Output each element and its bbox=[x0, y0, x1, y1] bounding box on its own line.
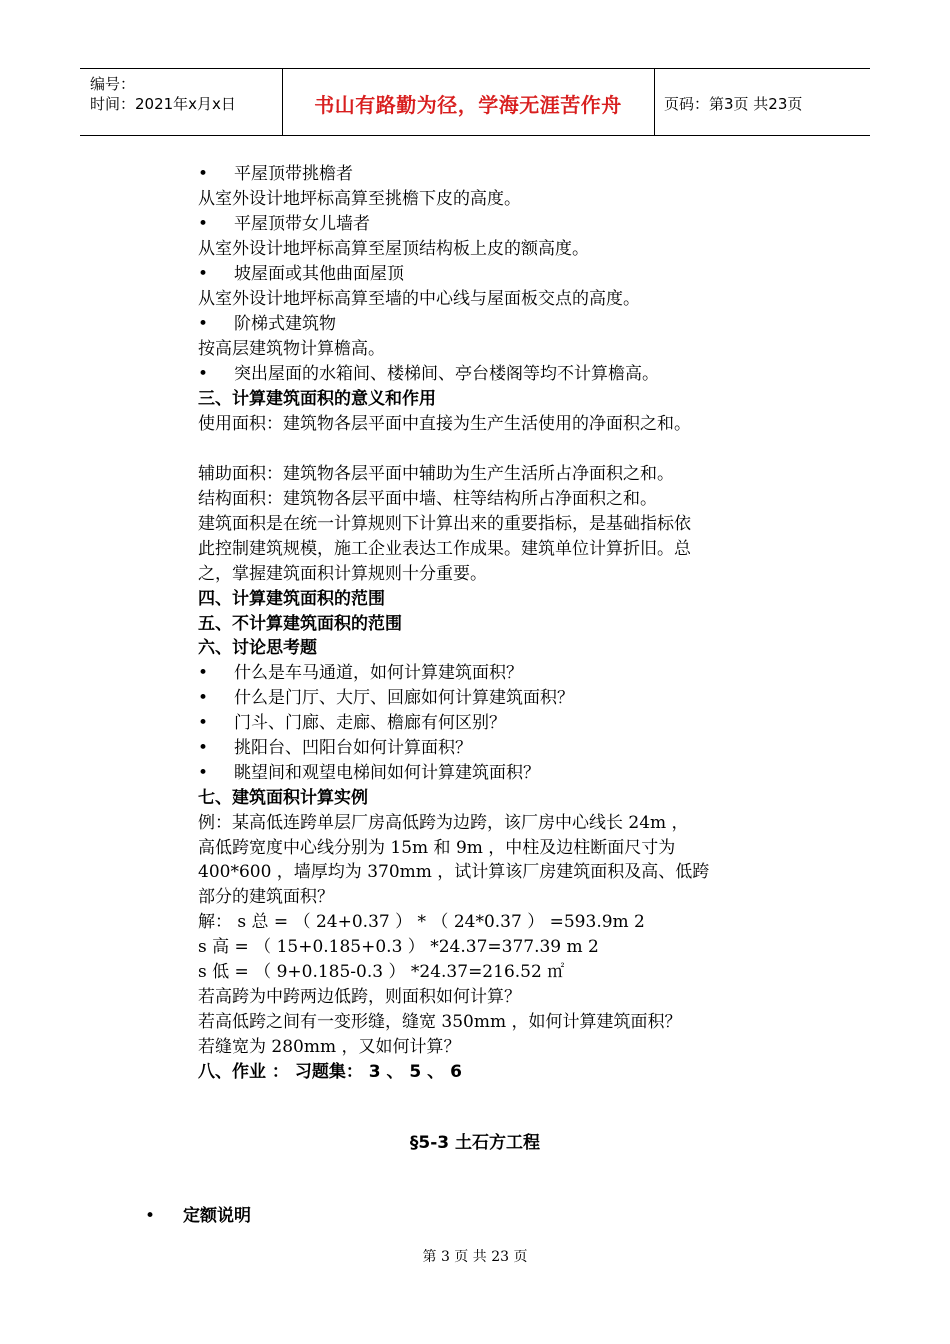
text-line: s 低 = （ 9+0.185-0.3 ） *24.37=216.52 ㎡ bbox=[198, 962, 565, 982]
text-line: 解： s 总 = （ 24+0.37 ） * （ 24*0.37 ） =593.9m 2 bbox=[198, 912, 645, 932]
text-line: 从室外设计地坪标高算至屋顶结构板上皮的额高度。 bbox=[198, 239, 589, 259]
text-line: 此控制建筑规模，施工企业表达工作成果。建筑单位计算折旧。总 bbox=[198, 539, 691, 559]
heading-8: 八、作业 ： 习题集： 3 、 5 、 6 bbox=[198, 1062, 462, 1082]
bullet-item: • 平屋顶带女儿墙者 bbox=[198, 214, 370, 234]
page-header bbox=[80, 68, 870, 136]
page-info: 页码：第3页 共23页 bbox=[664, 95, 803, 113]
text-line: 结构面积：建筑物各层平面中墙、柱等结构所占净面积之和。 bbox=[198, 489, 657, 509]
heading-6: 六、讨论思考题 bbox=[198, 638, 317, 658]
text-line: 辅助面积：建筑物各层平面中辅助为生产生活所占净面积之和。 bbox=[198, 464, 674, 484]
number-label: 编号： bbox=[90, 75, 136, 93]
time-label: 时间：2021年x月x日 bbox=[90, 95, 236, 113]
header-motto-cell bbox=[282, 69, 655, 135]
bullet-item: • 阶梯式建筑物 bbox=[198, 314, 336, 334]
bullet-item: • 什么是车马通道，如何计算建筑面积？ bbox=[198, 663, 523, 683]
bullet-item: • 平屋顶带挑檐者 bbox=[198, 164, 353, 184]
text-line: 按高层建筑物计算檐高。 bbox=[198, 339, 385, 359]
heading-5: 五、不计算建筑面积的范围 bbox=[198, 614, 402, 634]
bullet-item: • 定额说明 bbox=[145, 1206, 251, 1226]
text-line: 建筑面积是在统一计算规则下计算出来的重要指标，是基础指标依 bbox=[198, 514, 691, 534]
bullet-item: • 突出屋面的水箱间、楼梯间、亭台楼阁等均不计算檐高。 bbox=[198, 364, 659, 384]
text-line: 若缝宽为 280mm ，又如何计算？ bbox=[198, 1037, 461, 1057]
heading-7: 七、建筑面积计算实例 bbox=[198, 788, 368, 808]
text-line: 例：某高低连跨单层厂房高低跨为边跨，该厂房中心线长 24m ， bbox=[198, 813, 689, 833]
text-line: 若高低跨之间有一变形缝，缝宽 350mm ，如何计算建筑面积？ bbox=[198, 1012, 682, 1032]
bullet-item: • 坡屋面或其他曲面屋顶 bbox=[198, 264, 404, 284]
text-line: 部分的建筑面积？ bbox=[198, 887, 334, 907]
text-line: 从室外设计地坪标高算至墙的中心线与屋面板交点的高度。 bbox=[198, 289, 640, 309]
bullet-item: • 门斗、门廊、走廊、檐廊有何区别？ bbox=[198, 713, 506, 733]
text-line: 之，掌握建筑面积计算规则十分重要。 bbox=[198, 564, 487, 584]
motto: 书山有路勤为径，学海无涯苦作舟 bbox=[314, 93, 622, 117]
heading-4: 四、计算建筑面积的范围 bbox=[198, 589, 385, 609]
header-meta bbox=[80, 69, 283, 135]
page-footer: 第 3 页 共 23 页 bbox=[422, 1249, 528, 1265]
bullet-item: • 眺望间和观望电梯间如何计算建筑面积？ bbox=[198, 763, 540, 783]
text-line: 高低跨宽度中心线分别为 15m 和 9m ，中柱及边柱断面尺寸为 bbox=[198, 838, 676, 858]
section-title: §5-3 土石方工程 bbox=[409, 1133, 541, 1153]
bullet-item: • 什么是门厅、大厅、回廊如何计算建筑面积？ bbox=[198, 688, 574, 708]
text-line: 使用面积：建筑物各层平面中直接为生产生活使用的净面积之和。 bbox=[198, 414, 691, 434]
bullet-item: • 挑阳台、凹阳台如何计算面积？ bbox=[198, 738, 472, 758]
text-line: 从室外设计地坪标高算至挑檐下皮的高度。 bbox=[198, 189, 521, 209]
text-line: 若高跨为中跨两边低跨，则面积如何计算？ bbox=[198, 987, 521, 1007]
heading-3: 三、计算建筑面积的意义和作用 bbox=[198, 389, 436, 409]
text-line: 400*600 ，墙厚均为 370mm ，试计算该厂房建筑面积及高、低跨 bbox=[198, 862, 710, 882]
text-line: s 高 = （ 15+0.185+0.3 ） *24.37=377.39 m 2 bbox=[198, 937, 599, 957]
